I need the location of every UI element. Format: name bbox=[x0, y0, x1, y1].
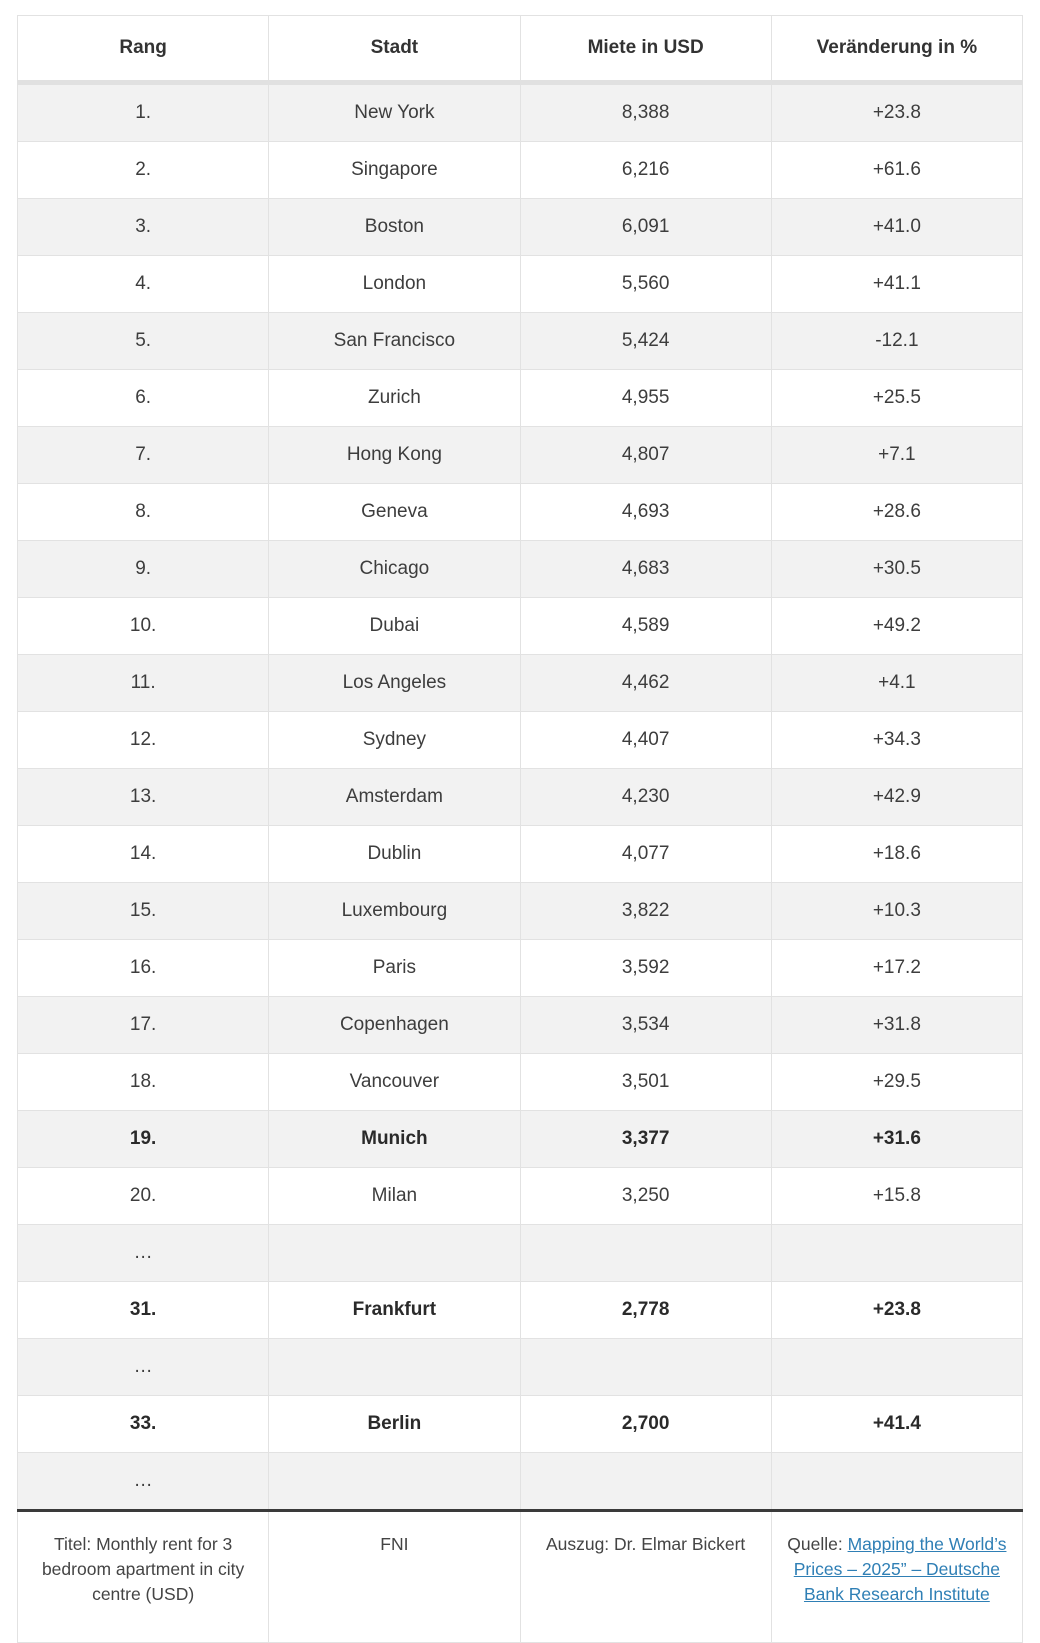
table-row bbox=[18, 1339, 1023, 1396]
cell-city: Amsterdam bbox=[269, 769, 520, 826]
cell-change bbox=[771, 1225, 1022, 1282]
cell-rank: 2. bbox=[18, 142, 269, 199]
cell-city: Berlin bbox=[269, 1396, 520, 1453]
cell-city: New York bbox=[269, 83, 520, 142]
cell-rank: … bbox=[18, 1339, 269, 1396]
table-row bbox=[18, 1453, 1023, 1511]
table-row bbox=[18, 883, 1023, 940]
cell-change: +41.1 bbox=[771, 256, 1022, 313]
table-row bbox=[18, 484, 1023, 541]
cell-rent: 5,560 bbox=[520, 256, 771, 313]
cell-rank: 6. bbox=[18, 370, 269, 427]
cell-change bbox=[771, 1453, 1022, 1511]
cell-change: +34.3 bbox=[771, 712, 1022, 769]
cell-rent: 4,077 bbox=[520, 826, 771, 883]
rent-table-container bbox=[17, 15, 1023, 1643]
cell-rank: … bbox=[18, 1225, 269, 1282]
table-row bbox=[18, 940, 1023, 997]
cell-rent: 6,216 bbox=[520, 142, 771, 199]
table-row bbox=[18, 1282, 1023, 1339]
table-header bbox=[18, 16, 1023, 83]
cell-rent: 2,778 bbox=[520, 1282, 771, 1339]
cell-city: London bbox=[269, 256, 520, 313]
footer-publisher: FNI bbox=[269, 1511, 520, 1643]
cell-rent: 3,501 bbox=[520, 1054, 771, 1111]
table-row bbox=[18, 1168, 1023, 1225]
cell-rent: 3,250 bbox=[520, 1168, 771, 1225]
cell-change: +7.1 bbox=[771, 427, 1022, 484]
cell-rent: 4,683 bbox=[520, 541, 771, 598]
cell-rank: 1. bbox=[18, 83, 269, 142]
cell-change: +61.6 bbox=[771, 142, 1022, 199]
source-link[interactable]: Mapping the World’s Prices – 2025” – Deutsche Bank Research Institute bbox=[793, 1534, 1007, 1604]
cell-city: Dubai bbox=[269, 598, 520, 655]
cell-rank: 7. bbox=[18, 427, 269, 484]
cell-rank: 33. bbox=[18, 1396, 269, 1453]
cell-city bbox=[269, 1225, 520, 1282]
cell-rank: 14. bbox=[18, 826, 269, 883]
header-city: Stadt bbox=[269, 16, 520, 83]
cell-city: Milan bbox=[269, 1168, 520, 1225]
table-row bbox=[18, 1396, 1023, 1453]
cell-change: +29.5 bbox=[771, 1054, 1022, 1111]
cell-city bbox=[269, 1453, 520, 1511]
cell-rent: 3,377 bbox=[520, 1111, 771, 1168]
cell-change: +31.8 bbox=[771, 997, 1022, 1054]
cell-rank: 5. bbox=[18, 313, 269, 370]
cell-rent: 4,407 bbox=[520, 712, 771, 769]
cell-rank: 11. bbox=[18, 655, 269, 712]
cell-change: +28.6 bbox=[771, 484, 1022, 541]
table-row bbox=[18, 83, 1023, 142]
cell-rent bbox=[520, 1339, 771, 1396]
cell-rent: 4,230 bbox=[520, 769, 771, 826]
cell-city: Los Angeles bbox=[269, 655, 520, 712]
cell-city: Munich bbox=[269, 1111, 520, 1168]
cell-city: San Francisco bbox=[269, 313, 520, 370]
cell-rank: 4. bbox=[18, 256, 269, 313]
cell-rank: 8. bbox=[18, 484, 269, 541]
table-row bbox=[18, 1111, 1023, 1168]
table-row bbox=[18, 256, 1023, 313]
cell-change: +17.2 bbox=[771, 940, 1022, 997]
cell-rank: 16. bbox=[18, 940, 269, 997]
cell-rent: 2,700 bbox=[520, 1396, 771, 1453]
cell-city: Boston bbox=[269, 199, 520, 256]
cell-change: +41.4 bbox=[771, 1396, 1022, 1453]
cell-rank: 31. bbox=[18, 1282, 269, 1339]
source-prefix: Quelle: bbox=[787, 1534, 848, 1554]
footer-title: Titel: Monthly rent for 3 bedroom apartment in city centre (USD) bbox=[18, 1511, 269, 1643]
cell-city: Chicago bbox=[269, 541, 520, 598]
cell-rank: 10. bbox=[18, 598, 269, 655]
header-rank: Rang bbox=[18, 16, 269, 83]
cell-city bbox=[269, 1339, 520, 1396]
cell-city: Copenhagen bbox=[269, 997, 520, 1054]
cell-change bbox=[771, 1339, 1022, 1396]
table-row bbox=[18, 598, 1023, 655]
cell-change: +23.8 bbox=[771, 1282, 1022, 1339]
table-row bbox=[18, 541, 1023, 598]
cell-rank: 17. bbox=[18, 997, 269, 1054]
cell-change: +18.6 bbox=[771, 826, 1022, 883]
cell-rent: 3,822 bbox=[520, 883, 771, 940]
cell-city: Frankfurt bbox=[269, 1282, 520, 1339]
cell-change: +25.5 bbox=[771, 370, 1022, 427]
header-row bbox=[18, 16, 1023, 83]
table-row bbox=[18, 199, 1023, 256]
cell-rank: 15. bbox=[18, 883, 269, 940]
cell-change: +41.0 bbox=[771, 199, 1022, 256]
cell-city: Geneva bbox=[269, 484, 520, 541]
header-rent: Miete in USD bbox=[520, 16, 771, 83]
cell-rent: 4,462 bbox=[520, 655, 771, 712]
cell-rent: 3,534 bbox=[520, 997, 771, 1054]
footer-source bbox=[771, 1511, 1022, 1643]
cell-rent: 6,091 bbox=[520, 199, 771, 256]
cell-city: Singapore bbox=[269, 142, 520, 199]
cell-rent: 8,388 bbox=[520, 83, 771, 142]
cell-rank: … bbox=[18, 1453, 269, 1511]
cell-rank: 18. bbox=[18, 1054, 269, 1111]
table-row bbox=[18, 826, 1023, 883]
cell-change: +10.3 bbox=[771, 883, 1022, 940]
cell-rank: 13. bbox=[18, 769, 269, 826]
cell-rent: 4,693 bbox=[520, 484, 771, 541]
table-row bbox=[18, 313, 1023, 370]
cell-rent: 4,589 bbox=[520, 598, 771, 655]
cell-change: -12.1 bbox=[771, 313, 1022, 370]
cell-rank: 9. bbox=[18, 541, 269, 598]
table-row bbox=[18, 1054, 1023, 1111]
cell-rent: 5,424 bbox=[520, 313, 771, 370]
cell-rank: 20. bbox=[18, 1168, 269, 1225]
table-body bbox=[18, 83, 1023, 1511]
cell-city: Sydney bbox=[269, 712, 520, 769]
header-change: Veränderung in % bbox=[771, 16, 1022, 83]
rent-ranking-table bbox=[17, 15, 1023, 1643]
cell-change: +4.1 bbox=[771, 655, 1022, 712]
cell-rank: 12. bbox=[18, 712, 269, 769]
table-row bbox=[18, 769, 1023, 826]
cell-change: +49.2 bbox=[771, 598, 1022, 655]
table-row bbox=[18, 142, 1023, 199]
cell-rent: 4,955 bbox=[520, 370, 771, 427]
footer-excerpt: Auszug: Dr. Elmar Bickert bbox=[520, 1511, 771, 1643]
cell-rank: 19. bbox=[18, 1111, 269, 1168]
cell-rent: 4,807 bbox=[520, 427, 771, 484]
cell-rent bbox=[520, 1453, 771, 1511]
cell-city: Vancouver bbox=[269, 1054, 520, 1111]
cell-city: Hong Kong bbox=[269, 427, 520, 484]
cell-change: +31.6 bbox=[771, 1111, 1022, 1168]
cell-city: Zurich bbox=[269, 370, 520, 427]
footer-row bbox=[18, 1511, 1023, 1643]
cell-rent bbox=[520, 1225, 771, 1282]
table-row bbox=[18, 427, 1023, 484]
cell-change: +30.5 bbox=[771, 541, 1022, 598]
cell-city: Paris bbox=[269, 940, 520, 997]
cell-change: +23.8 bbox=[771, 83, 1022, 142]
table-row bbox=[18, 655, 1023, 712]
table-row bbox=[18, 997, 1023, 1054]
table-footer bbox=[18, 1511, 1023, 1643]
cell-rank: 3. bbox=[18, 199, 269, 256]
cell-city: Dublin bbox=[269, 826, 520, 883]
table-row bbox=[18, 370, 1023, 427]
table-row bbox=[18, 712, 1023, 769]
cell-rent: 3,592 bbox=[520, 940, 771, 997]
table-row bbox=[18, 1225, 1023, 1282]
cell-change: +15.8 bbox=[771, 1168, 1022, 1225]
cell-city: Luxembourg bbox=[269, 883, 520, 940]
cell-change: +42.9 bbox=[771, 769, 1022, 826]
